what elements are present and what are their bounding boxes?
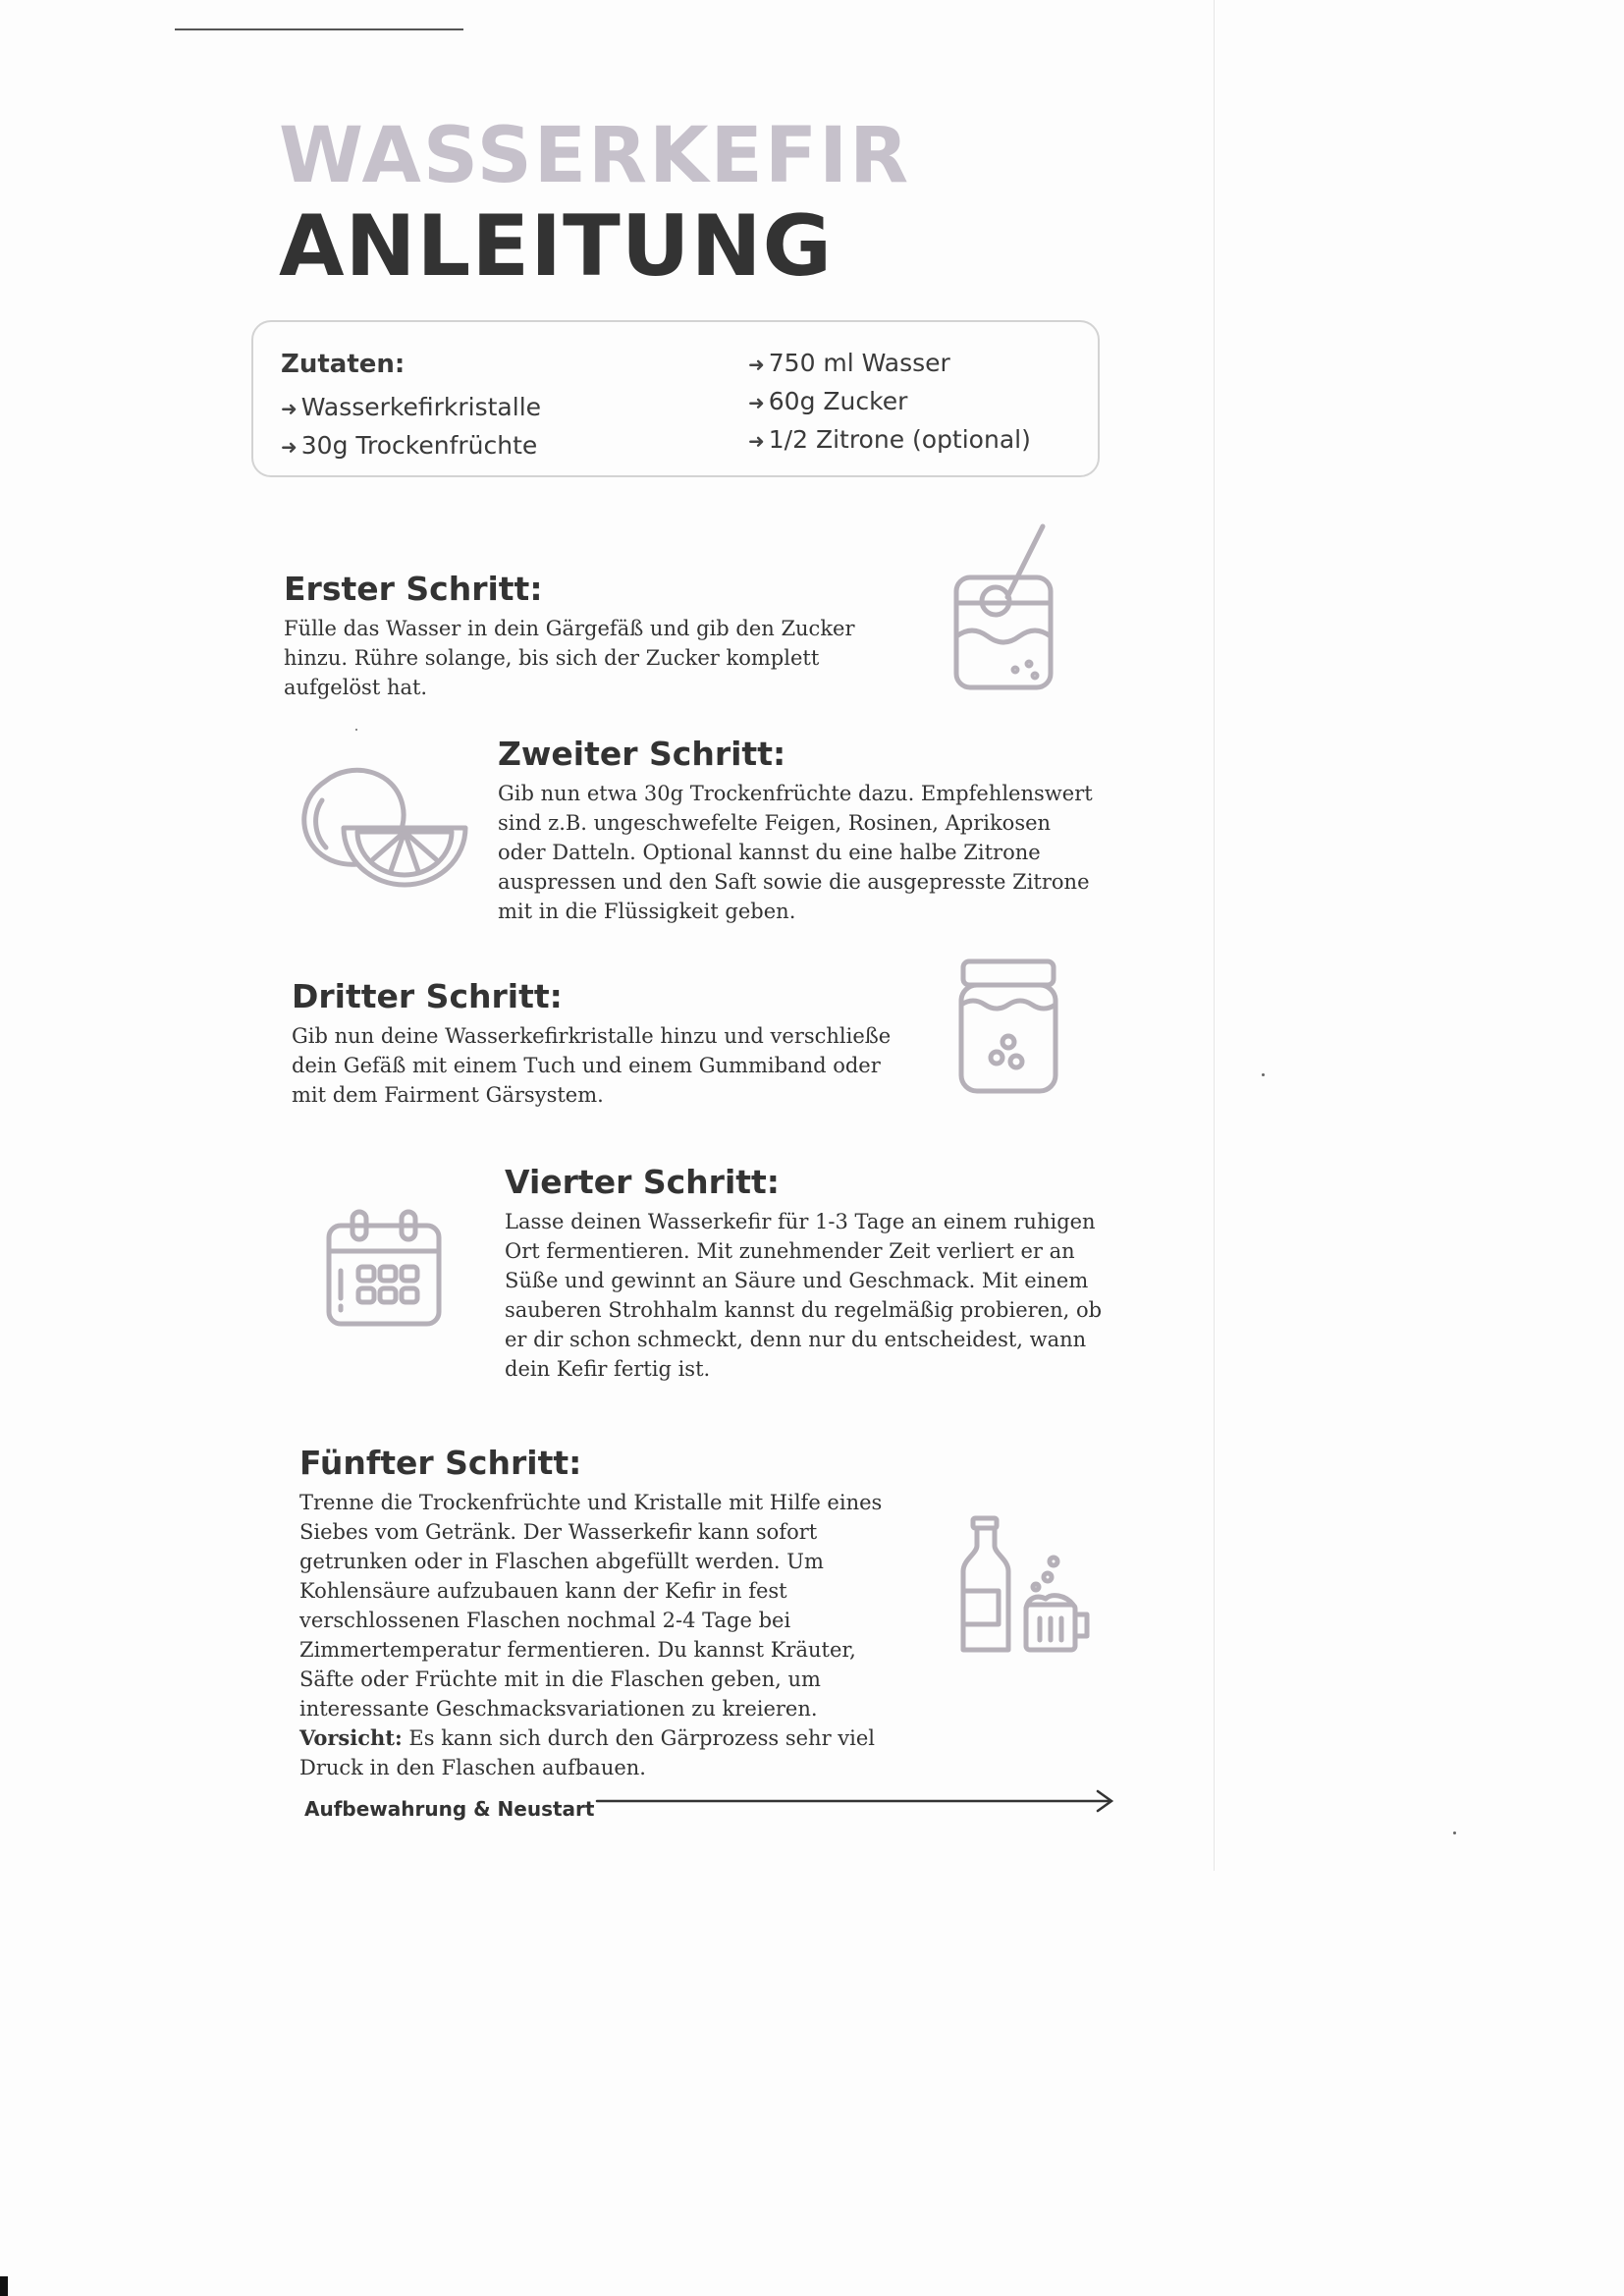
title-line-1: WASSERKEFIR (279, 112, 911, 200)
step-text: Gib nun etwa 30g Trockenfrüchte dazu. Empfehlenswert sind z.B. ungeschwefelte Feigen, Rosinen, Aprikosen oder Datteln. Optional kannst du eine halbe Zitrone auspressen und den Saft sowie die ausgepresste Zitrone mit in die Flüssigkeit geben. (498, 782, 1093, 923)
warning-label: Vorsicht: (299, 1725, 403, 1750)
top-rule (175, 28, 463, 30)
step-title: Vierter Schritt: (505, 1163, 781, 1201)
ingredient-item (281, 426, 541, 465)
page-edge (1214, 0, 1215, 1871)
ingredients-list-right (748, 344, 1031, 459)
storage-restart-link[interactable]: Aufbewahrung & Neustart (304, 1797, 595, 1821)
scan-speck (1453, 1831, 1456, 1834)
step-2 (498, 735, 1097, 926)
step-title: Zweiter Schritt: (498, 735, 786, 773)
step-text: Trenne die Trockenfrüchte und Kristalle mit Hilfe eines Siebes vom Getränk. Der Wasserkefir kann sofort getrunken oder in Flaschen abgefüllt werden. Um Kohlensäure aufzubauen kann der Kefir in fest verschlossenen Flaschen nochmal 2-4 Tage bei Zimmertemperatur fermentieren. Du kannst Kräuter, Säfte oder Früchte mit in die Flaschen geben, um interessante Geschmacksvariationen zu kreieren. Vorsicht: Es kann sich durch den Gärprozess sehr viel Druck in den Flaschen aufbauen. (299, 1491, 883, 1779)
arrow-right-icon (595, 1789, 1115, 1813)
ingredients-heading: Zutaten: (281, 350, 406, 379)
ingredient-item (748, 344, 1031, 382)
bottle-mug-icon (957, 1514, 1095, 1657)
jar-crystals-icon (957, 957, 1059, 1095)
ingredients-box (251, 320, 1100, 477)
step-text: Gib nun deine Wasserkefirkristalle hinzu und verschließe dein Gefäß mit einem Tuch und einem Gummiband oder mit dem Fairment Gärsystem. (292, 1024, 892, 1107)
ingredient-label: 30g Trockenfrüchte (300, 431, 538, 460)
scan-speck (355, 729, 357, 731)
warning-text: Es kann sich durch den Gärprozess sehr viel Druck in den Flaschen aufbauen. (299, 1726, 876, 1779)
step-1 (284, 570, 912, 702)
step-text: Fülle das Wasser in dein Gärgefäß und gib den Zucker hinzu. Rühre solange, bis sich der Zucker komplett aufgelöst hat. (284, 617, 855, 699)
step-3 (292, 977, 900, 1110)
ingredient-label: 60g Zucker (768, 387, 908, 415)
arrow-right-icon: ➜ (748, 429, 765, 453)
scan-speck (1262, 1073, 1265, 1076)
step-title: Fünfter Schritt: (299, 1444, 582, 1482)
ingredient-label: Wasserkefirkristalle (300, 393, 542, 421)
calendar-icon (323, 1208, 445, 1328)
ingredient-item (748, 420, 1031, 459)
jar-spoon-icon (948, 520, 1058, 692)
arrow-right-icon: ➜ (748, 391, 765, 414)
step-4 (505, 1163, 1104, 1384)
step-title: Erster Schritt: (284, 570, 543, 608)
ingredient-label: 1/2 Zitrone (optional) (768, 425, 1031, 454)
ingredients-list-left (281, 388, 541, 465)
step-5 (299, 1444, 898, 1782)
step-title: Dritter Schritt: (292, 977, 563, 1015)
lemon-icon (297, 761, 471, 889)
title-line-2: ANLEITUNG (279, 197, 834, 296)
ingredient-label: 750 ml Wasser (768, 349, 950, 377)
ingredient-item (748, 382, 1031, 420)
step-text: Lasse deinen Wasserkefir für 1-3 Tage an einem ruhigen Ort fermentieren. Mit zunehmender Zeit verliert er an Süße und gewinnt an Säure und Geschmack. Mit einem sauberen Strohhalm kannst du regelmäßig probieren, ob er dir schon schmeckt, denn nur du entscheidest, wann dein Kefir fertig ist. (505, 1210, 1103, 1381)
arrow-right-icon: ➜ (281, 397, 298, 420)
arrow-right-icon: ➜ (281, 435, 298, 459)
ingredient-item (281, 388, 541, 426)
scan-mark (0, 2276, 8, 2296)
arrow-right-icon: ➜ (748, 353, 765, 376)
